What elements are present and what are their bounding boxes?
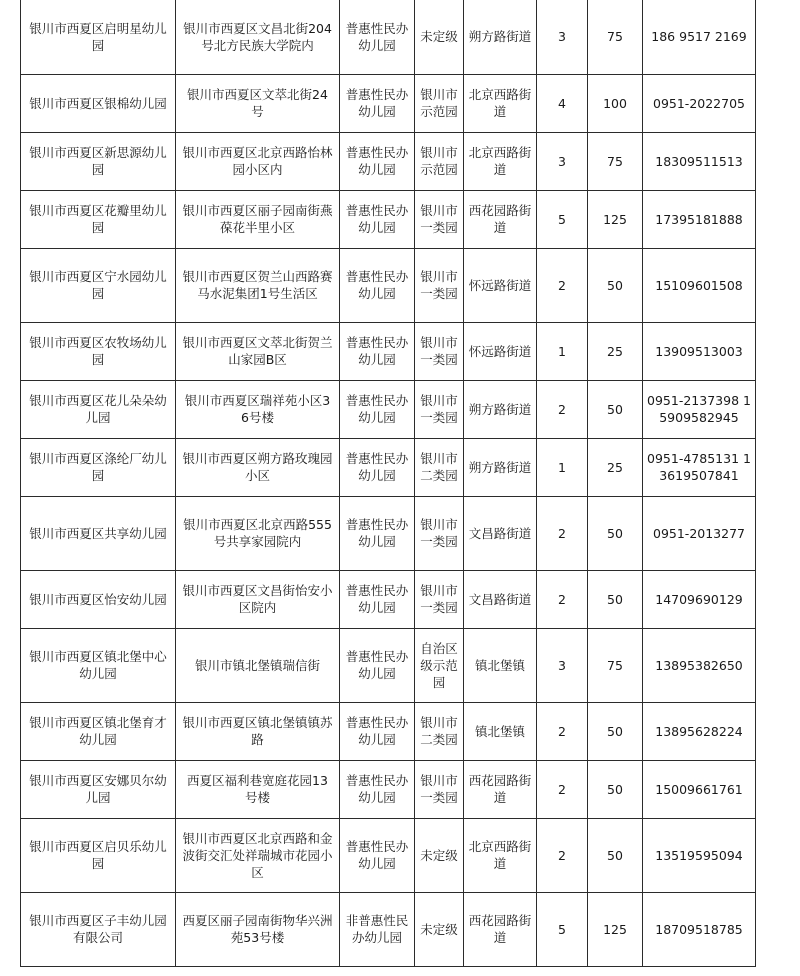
kindergarten-type-cell: 普惠性民办幼儿园 <box>340 74 415 132</box>
address-cell: 银川市西夏区文萃北街贺兰山家园B区 <box>176 322 340 380</box>
contact-phone-cell: 15009661761 <box>643 760 756 818</box>
contact-phone-cell: 0951-2013277 <box>643 496 756 570</box>
kindergarten-name-cell: 银川市西夏区安娜贝尔幼儿园 <box>21 760 176 818</box>
address-cell: 银川市西夏区文昌北街204号北方民族大学院内 <box>176 0 340 74</box>
rating-level-cell: 银川市一类园 <box>415 380 464 438</box>
address-cell: 银川市西夏区北京西路怡林园小区内 <box>176 132 340 190</box>
table-row <box>21 496 756 570</box>
class-count-cell: 5 <box>537 190 588 248</box>
address-cell: 银川市西夏区贺兰山西路赛马水泥集团1号生活区 <box>176 248 340 322</box>
address-cell: 银川市西夏区瑞祥苑小区36号楼 <box>176 380 340 438</box>
kindergarten-type-cell: 普惠性民办幼儿园 <box>340 248 415 322</box>
enrollment-capacity-cell: 125 <box>588 892 643 966</box>
kindergarten-name-cell: 银川市西夏区宁水园幼儿园 <box>21 248 176 322</box>
subdistrict-cell: 文昌路街道 <box>464 570 537 628</box>
subdistrict-cell: 北京西路街道 <box>464 132 537 190</box>
address-cell: 银川市西夏区北京西路555号共享家园院内 <box>176 496 340 570</box>
rating-level-cell: 银川市一类园 <box>415 248 464 322</box>
class-count-cell: 2 <box>537 760 588 818</box>
kindergarten-table <box>20 0 756 967</box>
kindergarten-name-cell: 银川市西夏区花儿朵朵幼儿园 <box>21 380 176 438</box>
address-cell: 银川市西夏区镇北堡镇镇苏路 <box>176 702 340 760</box>
rating-level-cell: 未定级 <box>415 892 464 966</box>
class-count-cell: 3 <box>537 0 588 74</box>
kindergarten-type-cell: 普惠性民办幼儿园 <box>340 322 415 380</box>
kindergarten-type-cell: 普惠性民办幼儿园 <box>340 190 415 248</box>
contact-phone-cell: 186 9517 2169 <box>643 0 756 74</box>
address-cell: 银川市西夏区丽子园南街燕葆花半里小区 <box>176 190 340 248</box>
rating-level-cell: 银川市示范园 <box>415 74 464 132</box>
subdistrict-cell: 西花园路街道 <box>464 892 537 966</box>
kindergarten-name-cell: 银川市西夏区共享幼儿园 <box>21 496 176 570</box>
enrollment-capacity-cell: 50 <box>588 760 643 818</box>
contact-phone-cell: 0951-2137398 15909582945 <box>643 380 756 438</box>
kindergarten-name-cell: 银川市西夏区新思源幼儿园 <box>21 132 176 190</box>
table-row <box>21 892 756 966</box>
enrollment-capacity-cell: 25 <box>588 438 643 496</box>
address-cell: 银川市镇北堡镇瑞信街 <box>176 628 340 702</box>
table-row <box>21 702 756 760</box>
subdistrict-cell: 文昌路街道 <box>464 496 537 570</box>
class-count-cell: 2 <box>537 818 588 892</box>
rating-level-cell: 银川市二类园 <box>415 702 464 760</box>
rating-level-cell: 自治区级示范园 <box>415 628 464 702</box>
rating-level-cell: 未定级 <box>415 0 464 74</box>
rating-level-cell: 银川市一类园 <box>415 190 464 248</box>
rating-level-cell: 银川市示范园 <box>415 132 464 190</box>
contact-phone-cell: 17395181888 <box>643 190 756 248</box>
table-row <box>21 628 756 702</box>
kindergarten-type-cell: 普惠性民办幼儿园 <box>340 818 415 892</box>
kindergarten-name-cell: 银川市西夏区启贝乐幼儿园 <box>21 818 176 892</box>
rating-level-cell: 银川市二类园 <box>415 438 464 496</box>
table-row <box>21 380 756 438</box>
enrollment-capacity-cell: 50 <box>588 818 643 892</box>
subdistrict-cell: 朔方路街道 <box>464 0 537 74</box>
class-count-cell: 2 <box>537 702 588 760</box>
table-row <box>21 760 756 818</box>
contact-phone-cell: 0951-4785131 13619507841 <box>643 438 756 496</box>
enrollment-capacity-cell: 125 <box>588 190 643 248</box>
enrollment-capacity-cell: 50 <box>588 702 643 760</box>
table-row <box>21 248 756 322</box>
kindergarten-type-cell: 普惠性民办幼儿园 <box>340 628 415 702</box>
address-cell: 银川市西夏区文萃北街24号 <box>176 74 340 132</box>
subdistrict-cell: 镇北堡镇 <box>464 702 537 760</box>
kindergarten-name-cell: 银川市西夏区涤纶厂幼儿园 <box>21 438 176 496</box>
contact-phone-cell: 13909513003 <box>643 322 756 380</box>
address-cell: 西夏区福利巷宽庭花园13号楼 <box>176 760 340 818</box>
contact-phone-cell: 15109601508 <box>643 248 756 322</box>
subdistrict-cell: 朔方路街道 <box>464 380 537 438</box>
kindergarten-name-cell: 银川市西夏区镇北堡育才幼儿园 <box>21 702 176 760</box>
address-cell: 银川市西夏区朔方路玫瑰园小区 <box>176 438 340 496</box>
contact-phone-cell: 14709690129 <box>643 570 756 628</box>
class-count-cell: 2 <box>537 248 588 322</box>
subdistrict-cell: 怀远路街道 <box>464 322 537 380</box>
address-cell: 西夏区丽子园南街物华兴洲苑53号楼 <box>176 892 340 966</box>
subdistrict-cell: 北京西路街道 <box>464 74 537 132</box>
enrollment-capacity-cell: 75 <box>588 0 643 74</box>
kindergarten-type-cell: 普惠性民办幼儿园 <box>340 132 415 190</box>
subdistrict-cell: 怀远路街道 <box>464 248 537 322</box>
enrollment-capacity-cell: 50 <box>588 380 643 438</box>
table-body <box>21 0 756 966</box>
table-row <box>21 190 756 248</box>
kindergarten-name-cell: 银川市西夏区镇北堡中心幼儿园 <box>21 628 176 702</box>
table-row <box>21 0 756 74</box>
class-count-cell: 2 <box>537 570 588 628</box>
contact-phone-cell: 18309511513 <box>643 132 756 190</box>
kindergarten-type-cell: 普惠性民办幼儿园 <box>340 570 415 628</box>
enrollment-capacity-cell: 50 <box>588 248 643 322</box>
enrollment-capacity-cell: 75 <box>588 628 643 702</box>
kindergarten-name-cell: 银川市西夏区怡安幼儿园 <box>21 570 176 628</box>
rating-level-cell: 银川市一类园 <box>415 760 464 818</box>
kindergarten-type-cell: 非普惠性民办幼儿园 <box>340 892 415 966</box>
kindergarten-type-cell: 普惠性民办幼儿园 <box>340 760 415 818</box>
class-count-cell: 2 <box>537 496 588 570</box>
class-count-cell: 4 <box>537 74 588 132</box>
subdistrict-cell: 镇北堡镇 <box>464 628 537 702</box>
kindergarten-name-cell: 银川市西夏区花瓣里幼儿园 <box>21 190 176 248</box>
kindergarten-type-cell: 普惠性民办幼儿园 <box>340 438 415 496</box>
kindergarten-name-cell: 银川市西夏区启明星幼儿园 <box>21 0 176 74</box>
rating-level-cell: 银川市一类园 <box>415 496 464 570</box>
contact-phone-cell: 13519595094 <box>643 818 756 892</box>
enrollment-capacity-cell: 25 <box>588 322 643 380</box>
rating-level-cell: 银川市一类园 <box>415 570 464 628</box>
subdistrict-cell: 北京西路街道 <box>464 818 537 892</box>
class-count-cell: 1 <box>537 438 588 496</box>
kindergarten-type-cell: 普惠性民办幼儿园 <box>340 380 415 438</box>
contact-phone-cell: 0951-2022705 <box>643 74 756 132</box>
class-count-cell: 2 <box>537 380 588 438</box>
class-count-cell: 3 <box>537 132 588 190</box>
contact-phone-cell: 13895382650 <box>643 628 756 702</box>
address-cell: 银川市西夏区北京西路和金波街交汇处祥瑞城市花园小区 <box>176 818 340 892</box>
kindergarten-name-cell: 银川市西夏区银棉幼儿园 <box>21 74 176 132</box>
class-count-cell: 1 <box>537 322 588 380</box>
table-row <box>21 570 756 628</box>
kindergarten-type-cell: 普惠性民办幼儿园 <box>340 0 415 74</box>
table-row <box>21 438 756 496</box>
enrollment-capacity-cell: 75 <box>588 132 643 190</box>
kindergarten-name-cell: 银川市西夏区农牧场幼儿园 <box>21 322 176 380</box>
rating-level-cell: 未定级 <box>415 818 464 892</box>
contact-phone-cell: 18709518785 <box>643 892 756 966</box>
subdistrict-cell: 朔方路街道 <box>464 438 537 496</box>
kindergarten-type-cell: 普惠性民办幼儿园 <box>340 702 415 760</box>
table-row <box>21 818 756 892</box>
enrollment-capacity-cell: 50 <box>588 496 643 570</box>
table-row <box>21 74 756 132</box>
table-row <box>21 132 756 190</box>
rating-level-cell: 银川市一类园 <box>415 322 464 380</box>
contact-phone-cell: 13895628224 <box>643 702 756 760</box>
enrollment-capacity-cell: 100 <box>588 74 643 132</box>
class-count-cell: 5 <box>537 892 588 966</box>
subdistrict-cell: 西花园路街道 <box>464 760 537 818</box>
enrollment-capacity-cell: 50 <box>588 570 643 628</box>
class-count-cell: 3 <box>537 628 588 702</box>
address-cell: 银川市西夏区文昌街怡安小区院内 <box>176 570 340 628</box>
table-row <box>21 322 756 380</box>
kindergarten-type-cell: 普惠性民办幼儿园 <box>340 496 415 570</box>
kindergarten-name-cell: 银川市西夏区子丰幼儿园有限公司 <box>21 892 176 966</box>
subdistrict-cell: 西花园路街道 <box>464 190 537 248</box>
